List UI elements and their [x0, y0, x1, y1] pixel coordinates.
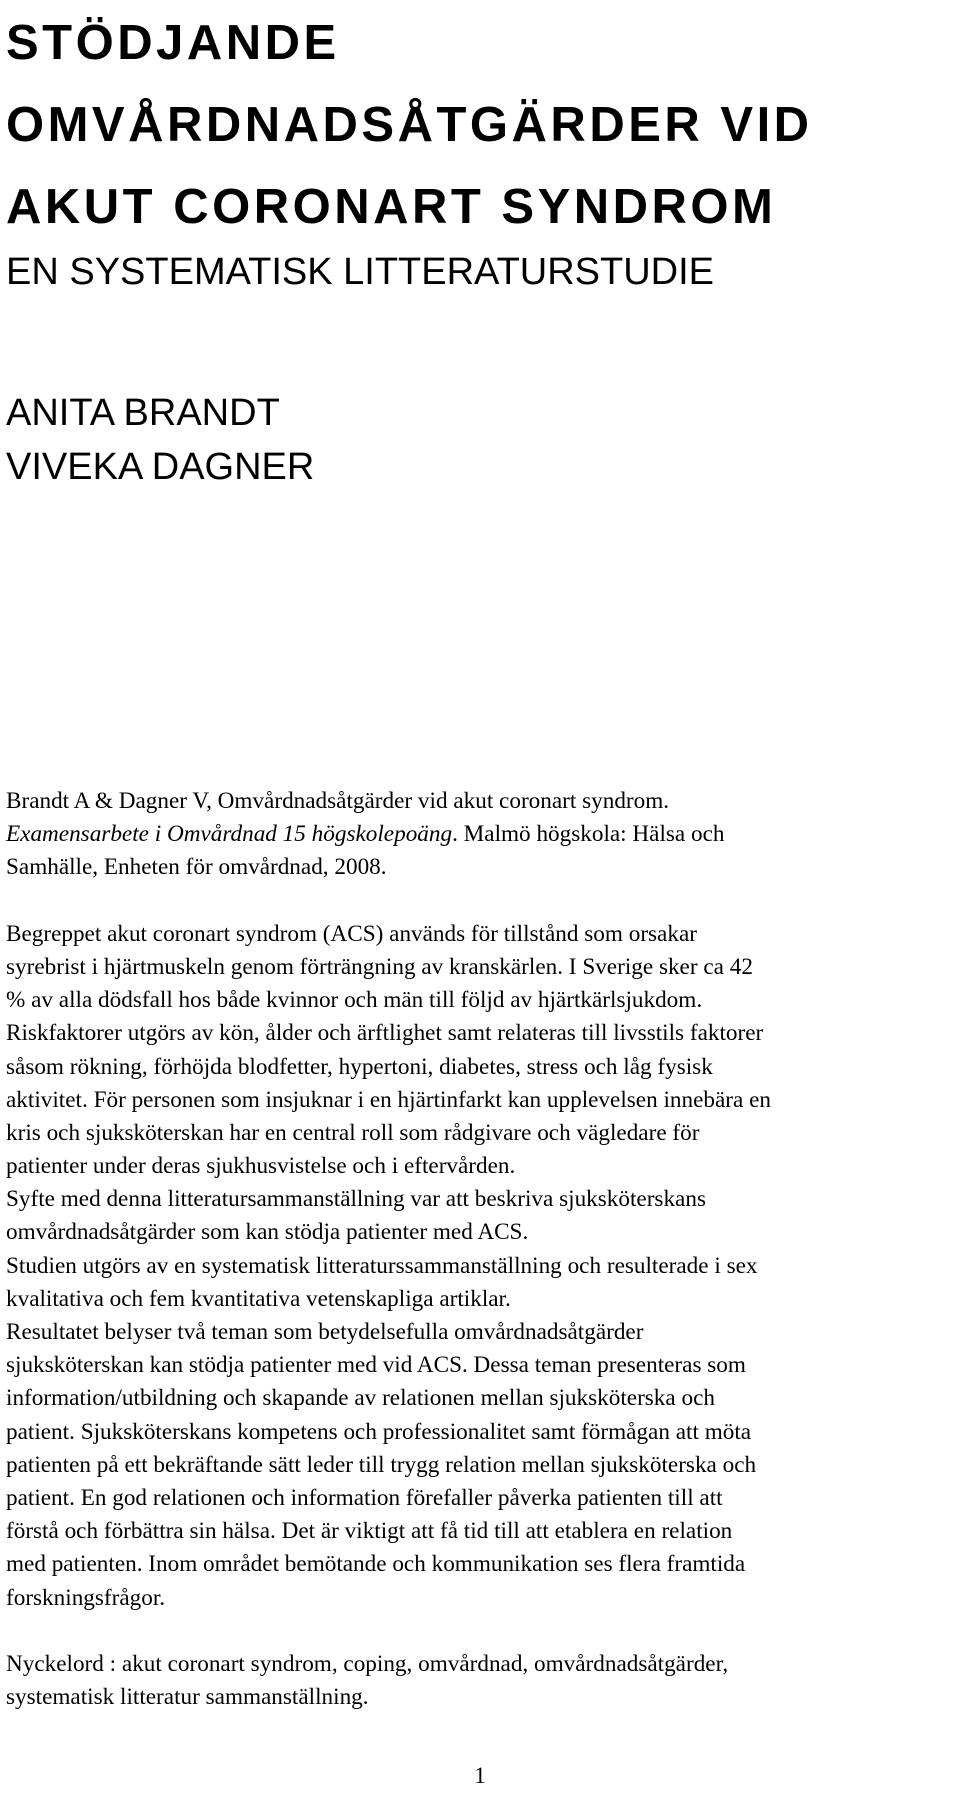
abstract-line: aktivitet. För personen som insjuknar i en hjärtinfarkt kan upplevelsen innebära en	[6, 1086, 771, 1113]
citation-line: Brandt A & Dagner V, Omvårdnadsåtgärder vid akut coronart syndrom.	[6, 788, 670, 814]
abstract-line: såsom rökning, förhöjda blodfetter, hypertoni, diabetes, stress och låg fysisk	[6, 1053, 713, 1080]
keywords-line: systematisk litteratur sammanställning.	[6, 1684, 369, 1711]
abstract-line: kvalitativa och fem kvantitativa vetenskapliga artiklar.	[6, 1285, 511, 1312]
keywords	[6, 1648, 956, 1714]
abstract-line: patient. En god relationen och information förefaller påverka patienten till att	[6, 1484, 723, 1511]
paragraph-gap	[6, 885, 956, 918]
abstract-line: omvårdnadsåtgärder som kan stödja patienter med ACS.	[6, 1219, 529, 1246]
body-text	[6, 785, 956, 1714]
title-line: STÖDJANDE	[6, 16, 340, 70]
abstract-line: med patienten. Inom området bemötande och kommunikation ses flera framtida	[6, 1551, 746, 1578]
title-line: OMVÅRDNADSÅTGÄRDER VID	[6, 98, 813, 152]
abstract-line: patient. Sjuksköterskans kompetens och professionalitet samt förmågan att möta	[6, 1418, 752, 1445]
title-block	[6, 2, 956, 294]
abstract-line: patienten på ett bekräftande sätt leder till trygg relation mellan sjuksköterska och	[6, 1451, 757, 1478]
abstract-line: Riskfaktorer utgörs av kön, ålder och ärftlighet samt relateras till livsstils faktorer	[6, 1020, 764, 1047]
author-name: VIVEKA DAGNER	[6, 446, 315, 488]
author-list	[6, 386, 314, 494]
document-subtitle: EN SYSTEMATISK LITTERATURSTUDIE	[6, 251, 715, 293]
abstract-line: kris och sjuksköterskan har en central roll som rådgivare och vägledare för	[6, 1119, 700, 1146]
abstract-line: förstå och förbättra sin hälsa. Det är viktigt att få tid till att etablera en relation	[6, 1518, 733, 1545]
abstract-line: Begreppet akut coronart syndrom (ACS) används för tillstånd som orsakar	[6, 920, 697, 947]
citation-italic-text: Examensarbete i Omvårdnad 15 högskolepoäng	[6, 821, 453, 848]
author-name: ANITA BRANDT	[6, 392, 280, 434]
abstract-line: Studien utgörs av en systematisk litteraturssammanställning och resulterade i sex	[6, 1252, 758, 1279]
abstract-line: Resultatet belyser två teman som betydelsefulla omvårdnadsåtgärder	[6, 1319, 644, 1345]
title-line: AKUT CORONART SYNDROM	[6, 180, 777, 234]
abstract-line: sjuksköterskan kan stödja patienter med vid ACS. Dessa teman presenteras som	[6, 1352, 746, 1379]
abstract-line: forskningsfrågor.	[6, 1584, 166, 1611]
citation-line	[6, 818, 956, 851]
abstract-line: information/utbildning och skapande av relationen mellan sjuksköterska och	[6, 1385, 715, 1412]
abstract-line: % av alla dödsfall hos både kvinnor och män till följd av hjärtkärlsjukdom.	[6, 987, 703, 1014]
abstract-line: syrebrist i hjärtmuskeln genom förträngning av kranskärlen. I Sverige sker ca 42	[6, 953, 753, 980]
citation-line: Samhälle, Enheten för omvårdnad, 2008.	[6, 854, 387, 881]
citation-text: . Malmö högskola: Hälsa och	[452, 821, 725, 848]
keywords-line: Nyckelord : akut coronart syndrom, coping, omvårdnad, omvårdnadsåtgärder,	[6, 1650, 729, 1677]
abstract	[6, 918, 956, 1615]
page-number: 1	[474, 1763, 486, 1788]
document-title	[6, 2, 956, 248]
citation	[6, 785, 956, 885]
paragraph-gap	[6, 1615, 956, 1648]
abstract-line: Syfte med denna litteratursammanställning var att beskriva sjuksköterskans	[6, 1186, 706, 1213]
abstract-line: patienter under deras sjukhusvistelse och i eftervården.	[6, 1153, 516, 1180]
